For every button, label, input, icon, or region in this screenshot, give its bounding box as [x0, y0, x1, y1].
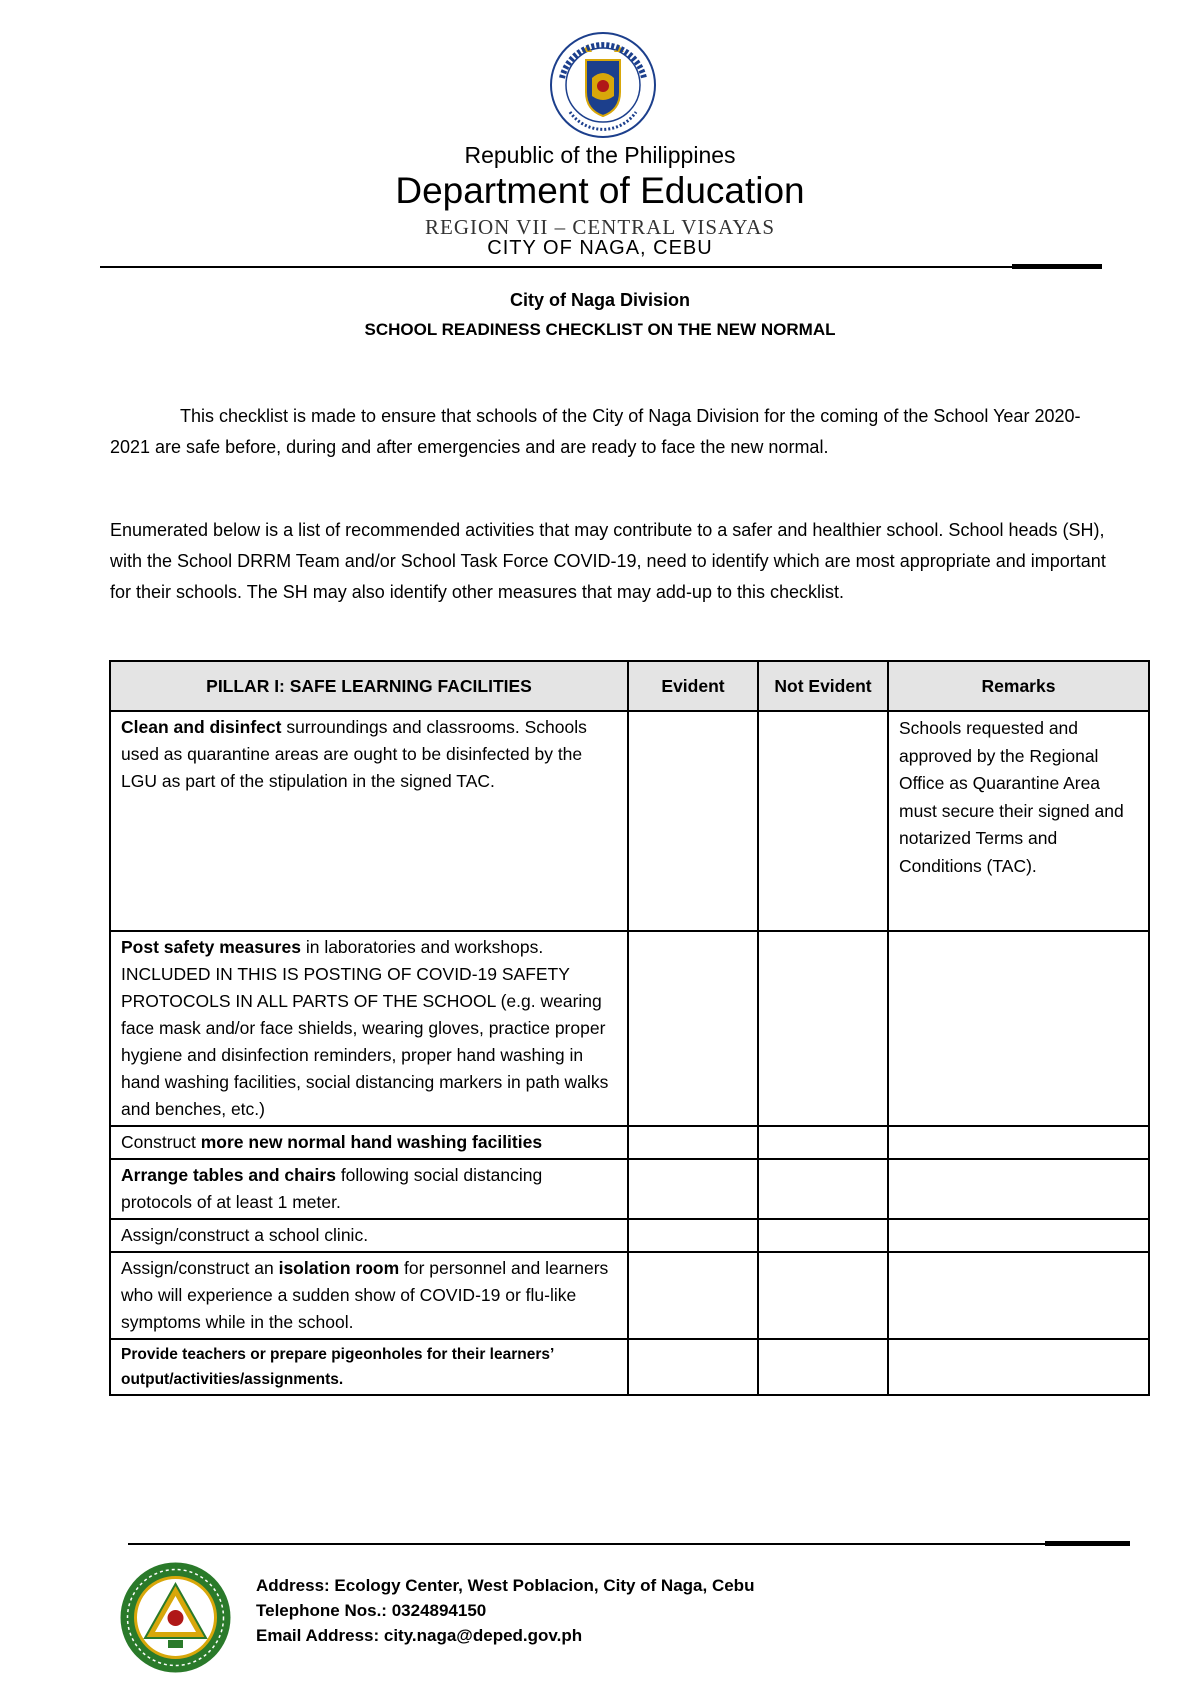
region-heading: REGION VII – CENTRAL VISAYAS [424, 215, 776, 239]
activity-cell [110, 931, 628, 1126]
email-label: Email Address: [256, 1626, 380, 1645]
remarks-cell[interactable]: Schools requested and approved by the Regional Office as Quarantine Area must secure their signed and notarized Terms and Conditions (TAC). [888, 711, 1149, 931]
footer-email [256, 1626, 582, 1646]
activity-text: for personnel and learners who will experience a sudden show of COVID-19 or flu-like symptoms while in the school. [121, 1258, 609, 1332]
not-evident-checkbox-cell[interactable] [758, 1219, 888, 1252]
evident-checkbox-cell[interactable] [628, 711, 758, 931]
checklist-table [109, 660, 1150, 1396]
activity-cell [110, 1159, 628, 1219]
footer-divider-accent [1045, 1541, 1130, 1546]
activity-bold-text: isolation room [278, 1258, 400, 1278]
activity-bold-text: more new normal hand washing facilities [200, 1132, 543, 1152]
city-heading: CITY OF NAGA, CEBU [487, 237, 713, 259]
evident-checkbox-cell[interactable] [628, 1126, 758, 1159]
table-row [110, 1339, 1149, 1395]
division-seal-logo [118, 1560, 233, 1675]
not-evident-checkbox-cell[interactable] [758, 1339, 888, 1395]
intro-paragraph: This checklist is made to ensure that schools of the City of Naga Division for the coming of the School Year 2020-2021 are safe before, during and after emergencies and are ready to face the new normal. [110, 406, 1081, 457]
activity-bold-text: Arrange tables and chairs [121, 1165, 336, 1185]
header-divider [100, 266, 1100, 268]
evident-checkbox-cell[interactable] [628, 1252, 758, 1339]
instructions-paragraph: Enumerated below is a list of recommended activities that may contribute to a safer and healthier school. School heads (SH), with the School DRRM Team and/or School Task Force COVID-19, need to identify which are most appropriate and important for their schools. The SH may also identify other measures that may add-up to this checklist. [110, 520, 1106, 602]
evident-checkbox-cell[interactable] [628, 931, 758, 1126]
evident-checkbox-cell[interactable] [628, 1339, 758, 1395]
evident-checkbox-cell[interactable] [628, 1219, 758, 1252]
department-heading: Department of Education [395, 170, 805, 211]
table-header-row [110, 661, 1149, 711]
division-name: City of Naga Division [509, 290, 691, 310]
not-evident-checkbox-cell[interactable] [758, 711, 888, 931]
activity-bold-text: Clean and disinfect [121, 717, 282, 737]
activity-text: in laboratories and workshops. INCLUDED IN THIS IS POSTING OF COVID-19 SAFETY PROTOCOLS IN ALL PARTS OF THE SCHOOL (e.g. wearing face mask and/or face shields, wearing gloves, practice proper hygiene and disinfection reminders, proper hand washing in hand washing facilities, social distancing markers in path walks and benches, etc.) [121, 937, 609, 1119]
activity-prefix-text: Assign/construct an [121, 1258, 279, 1278]
header-divider-accent [1012, 264, 1102, 269]
evident-checkbox-cell[interactable] [628, 1159, 758, 1219]
activity-text: surroundings and classrooms. Schools used as quarantine areas are ought to be disinfected by the LGU as part of the stipulation in the signed TAC. [121, 717, 587, 791]
remarks-cell[interactable] [888, 1159, 1149, 1219]
table-row [110, 1159, 1149, 1219]
document-title: SCHOOL READINESS CHECKLIST ON THE NEW NORMAL [364, 320, 836, 339]
table-row [110, 1219, 1149, 1252]
activity-prefix-text: Construct [121, 1132, 201, 1152]
remarks-cell[interactable] [888, 1252, 1149, 1339]
not-evident-column-header: Not Evident [758, 661, 888, 711]
email-value[interactable]: city.naga@deped.gov.ph [379, 1626, 583, 1645]
table-row [110, 711, 1149, 931]
not-evident-checkbox-cell[interactable] [758, 1252, 888, 1339]
activity-cell: Assign/construct a school clinic. [110, 1219, 628, 1252]
activity-cell [110, 711, 628, 931]
address-value: Ecology Center, West Poblacion, City of Naga, Cebu [329, 1576, 755, 1595]
remarks-cell[interactable] [888, 1126, 1149, 1159]
remarks-cell[interactable] [888, 1219, 1149, 1252]
activity-text: following social distancing protocols of at least 1 meter. [121, 1165, 543, 1212]
telephone-value: 0324894150 [386, 1601, 487, 1620]
remarks-cell[interactable] [888, 1339, 1149, 1395]
pillar-column-header: PILLAR I: SAFE LEARNING FACILITIES [110, 661, 628, 711]
footer-divider [128, 1543, 1118, 1545]
evident-column-header: Evident [628, 661, 758, 711]
remarks-cell[interactable] [888, 931, 1149, 1126]
activity-cell: Provide teachers or prepare pigeonholes for their learners’ output/activities/assignments. [110, 1339, 628, 1395]
telephone-label: Telephone Nos.: [256, 1601, 387, 1620]
remarks-column-header: Remarks [888, 661, 1149, 711]
activity-bold-text: Post safety measures [121, 937, 301, 957]
address-label: Address: [256, 1576, 330, 1595]
footer-address [256, 1576, 754, 1596]
table-row [110, 931, 1149, 1126]
not-evident-checkbox-cell[interactable] [758, 931, 888, 1126]
not-evident-checkbox-cell[interactable] [758, 1126, 888, 1159]
republic-heading: Republic of the Philippines [464, 142, 736, 168]
footer-telephone [256, 1601, 486, 1621]
not-evident-checkbox-cell[interactable] [758, 1159, 888, 1219]
deped-seal-logo [548, 30, 658, 140]
table-row [110, 1126, 1149, 1159]
table-row [110, 1252, 1149, 1339]
activity-cell [110, 1252, 628, 1339]
activity-cell [110, 1126, 628, 1159]
